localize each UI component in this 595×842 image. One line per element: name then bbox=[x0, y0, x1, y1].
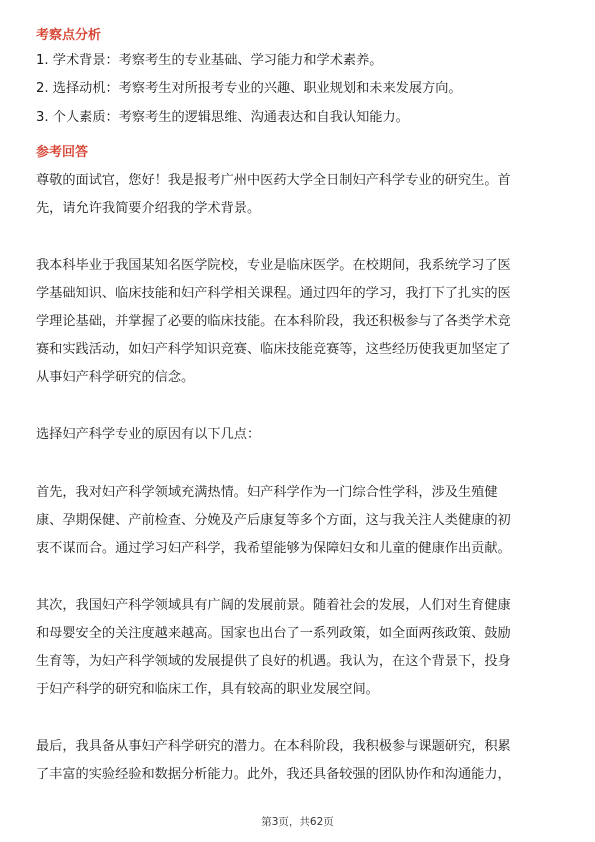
page-number: 第3页，共62页 bbox=[261, 816, 334, 828]
answer-line: 其次，我国妇产科学领域具有广阔的发展前景。随着社会的发展，人们对生育健康 bbox=[36, 598, 511, 613]
answer-line: 和母婴安全的关注度越来越高。国家也出台了一系列政策，如全面两孩政策、鼓励 bbox=[36, 626, 511, 641]
analysis-item-3: 3. 个人素质：考察考生的逻辑思维、沟通表达和自我认知能力。 bbox=[36, 110, 409, 125]
answer-heading: 参考回答 bbox=[36, 145, 89, 160]
answer-line: 我本科毕业于我国某知名医学院校，专业是临床医学。在校期间，我系统学习了医 bbox=[36, 258, 511, 273]
answer-line: 生育等，为妇产科学领域的发展提供了良好的机遇。我认为，在这个背景下，投身 bbox=[36, 654, 511, 669]
answer-line: 首先，我对妇产科学领域充满热情。妇产科学作为一门综合性学科，涉及生殖健 bbox=[36, 485, 498, 500]
analysis-item-2: 2. 选择动机：考察考生对所报考专业的兴趣、职业规划和未来发展方向。 bbox=[36, 81, 462, 96]
answer-line: 衷不谋而合。通过学习妇产科学，我希望能够为保障妇女和儿童的健康作出贡献。 bbox=[36, 541, 511, 556]
answer-line: 学基础知识、临床技能和妇产科学相关课程。通过四年的学习，我打下了扎实的医 bbox=[36, 286, 511, 301]
answer-line: 了丰富的实验经验和数据分析能力。此外，我还具备较强的团队协作和沟通能力， bbox=[36, 767, 511, 782]
answer-line: 学理论基础，并掌握了必要的临床技能。在本科阶段，我还积极参与了各类学术竞 bbox=[36, 314, 511, 329]
analysis-heading: 考察点分析 bbox=[36, 28, 102, 43]
answer-line: 最后，我具备从事妇产科学研究的潜力。在本科阶段，我积极参与课题研究，积累 bbox=[36, 739, 511, 754]
answer-line: 康、孕期保健、产前检查、分娩及产后康复等多个方面，这与我关注人类健康的初 bbox=[36, 513, 511, 528]
answer-line: 先，请允许我简要介绍我的学术背景。 bbox=[36, 201, 261, 216]
answer-line: 于妇产科学的研究和临床工作，具有较高的职业发展空间。 bbox=[36, 682, 379, 697]
answer-line: 从事妇产科学研究的信念。 bbox=[36, 370, 195, 385]
answer-line: 选择妇产科学专业的原因有以下几点： bbox=[36, 427, 261, 442]
answer-line: 赛和实践活动，如妇产科学知识竞赛、临床技能竞赛等，这些经历使我更加坚定了 bbox=[36, 342, 511, 357]
analysis-item-1: 1. 学术背景：考察考生的专业基础、学习能力和学术素养。 bbox=[36, 53, 383, 68]
answer-line: 尊敬的面试官，您好！我是报考广州中医药大学全日制妇产科学专业的研究生。首 bbox=[36, 173, 511, 188]
